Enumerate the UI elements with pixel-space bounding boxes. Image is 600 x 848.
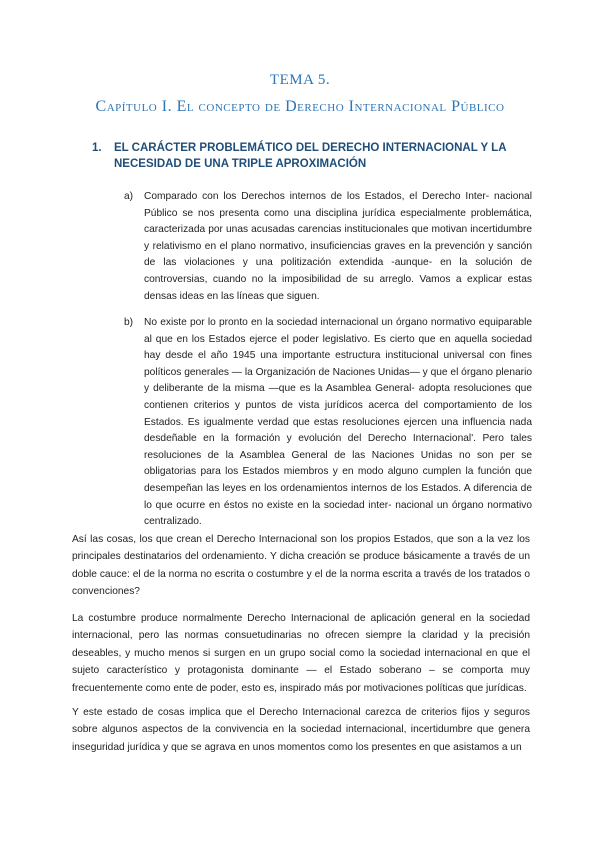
- list-item-marker: a): [124, 191, 134, 202]
- tema-title: TEMA 5.: [269, 72, 331, 88]
- body-paragraph: La costumbre produce normalmente Derecho Internacional de aplicación general en la sociedad internacional, pero las normas consuetudinarias no ofrecen siempre la claridad y la precisión deseables, y mucho menos si surgen en un grupo social como la sociedad internacional en que el sujeto característico y protagonista dominante — el Estado soberano – se comporta muy frecuentemente como ente de poder, esto es, inspirado más por motivaciones políticas que jurídicas.: [72, 613, 530, 694]
- list-item-text: No existe por lo pronto en la sociedad internacional un órgano normativo equiparable al que en los Estados ejerce el poder legislativo. Es cierto que en aquella sociedad hay desde el año 1945 una importante estructura institucional universal con fines políticos generales — la Organización de Naciones Unidas— y que el órgano plenario y deliberante de la misma —que es la Asamblea General- adopta resoluciones que contienen criterios y puntos de vista jurídicos acerca del comportamiento de los Estados. Es igualmente verdad que estas resoluciones ejercen una influencia nada desdeñable en la formación y evolución del Derecho Internacional'. Pero tales resoluciones de la Asamblea General de las Naciones Unidas no son per se obligatorias para los Estados miembros y en modo alguno cumplen la función que desempeñan las leyes en los ordenamientos internos de los Estados. A diferencia de lo que ocurre en éstos no existe en la sociedad inter- nacional un órgano normativo centralizado.: [144, 317, 532, 528]
- list-item-marker: b): [124, 317, 134, 328]
- list-item: [124, 189, 532, 305]
- chapter-title: Capítulo I. El concepto de Derecho Internacional Público: [95, 98, 505, 115]
- section-heading: [92, 140, 532, 172]
- section-title: EL CARÁCTER PROBLEMÁTICO DEL DERECHO INTERNACIONAL Y LA NECESIDAD DE UNA TRIPLE APROXIMACIÓN: [114, 142, 507, 170]
- list-item-text: Comparado con los Derechos internos de los Estados, el Derecho Inter- nacional Público se nos presenta como una disciplina jurídica especialmente problemática, caracterizada por unas acusadas carencias institucionales que motivan incertidumbre y relativismo en el plano normativo, insuficiencias graves en la prevención y sanción de las violaciones y una politización extendida -aunque- en la solución de controversias, cuando no la imposibilidad de su arreglo. Vamos a explicar estas densas ideas en las líneas que siguen.: [144, 191, 532, 302]
- body-paragraph: Así las cosas, los que crean el Derecho Internacional son los propios Estados, que son a la vez los principales destinatarios del ordenamiento. Y dicha creación se produce básicamente a través de un doble cauce: el de la norma no escrita o costumbre y el de la norma escrita a través de los tratados o convenciones?: [72, 534, 530, 598]
- section-number: 1.: [92, 142, 102, 154]
- list-item: [124, 315, 532, 531]
- body-paragraph: Y este estado de cosas implica que el Derecho Internacional carezca de criterios fijos y seguros sobre algunos aspectos de la convivencia en la sociedad internacional, incertidumbre que genera inseguridad jurídica y que se agrava en unos momentos como los presentes en que asistamos a un: [72, 707, 530, 753]
